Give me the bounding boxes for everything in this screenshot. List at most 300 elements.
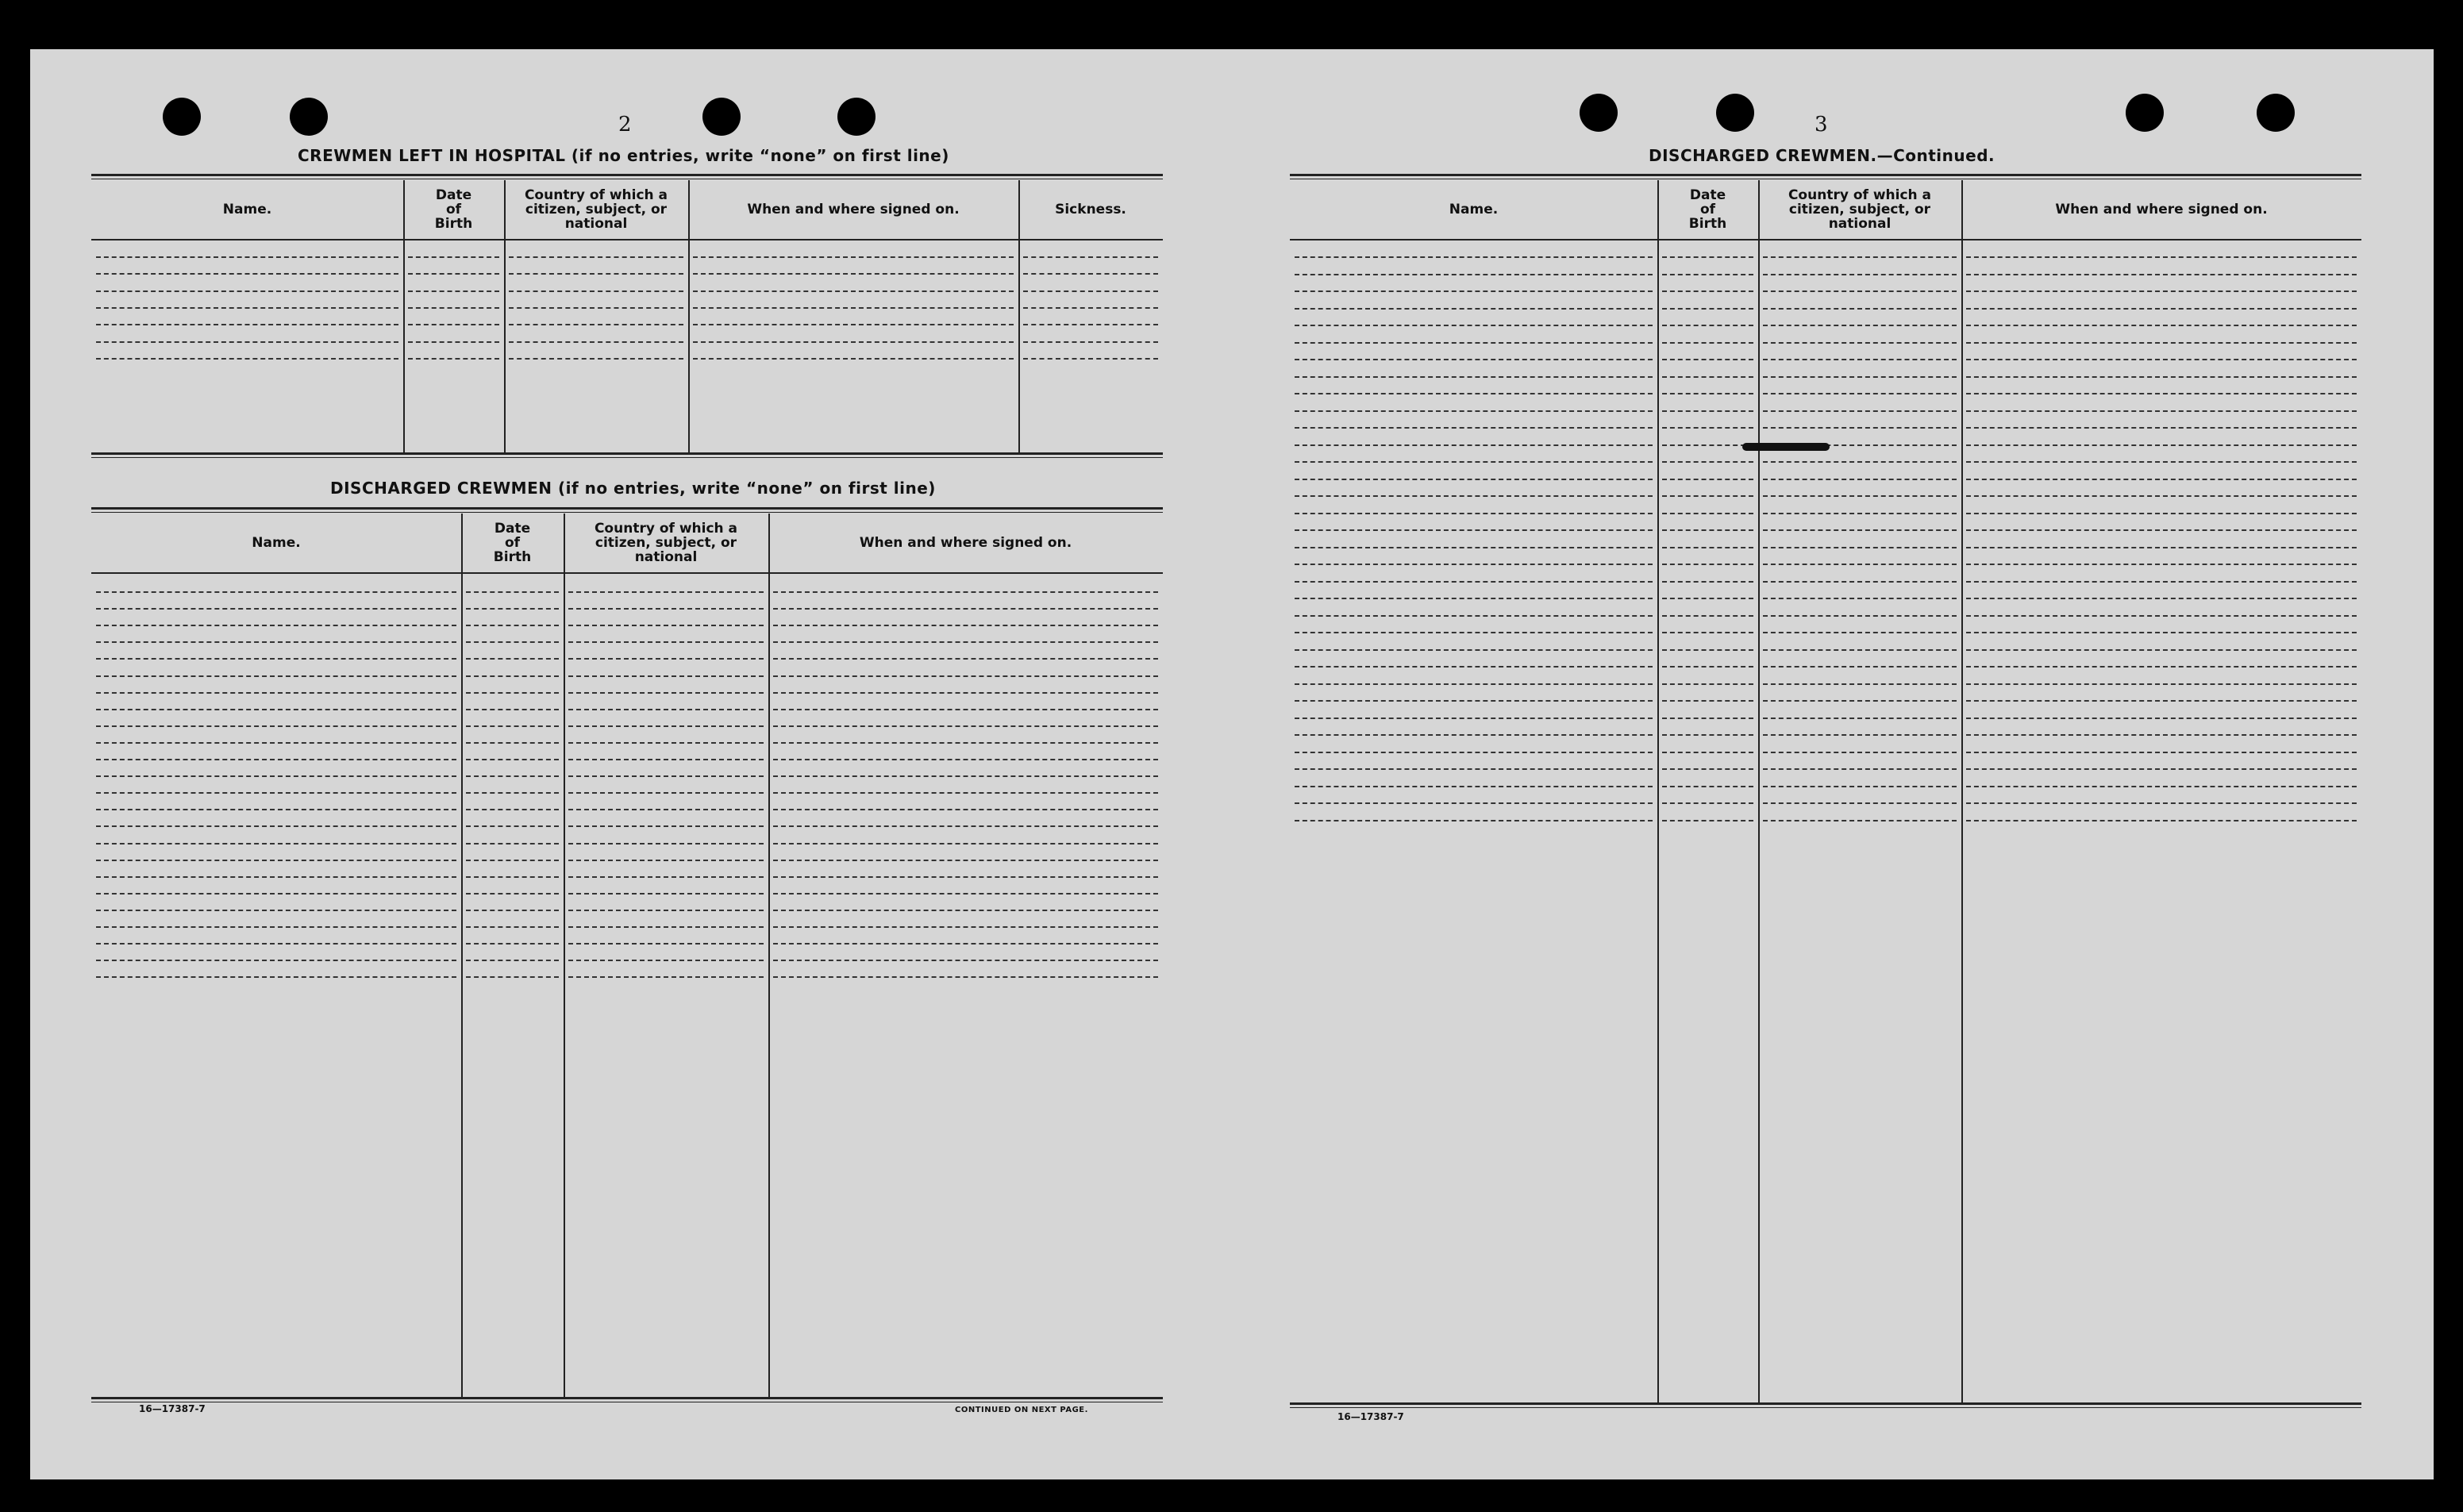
entry-line: [1662, 666, 1753, 668]
entry-line: [1966, 342, 2357, 344]
entry-line: [1295, 393, 1653, 394]
entry-line: [466, 876, 559, 878]
entry-line: [1662, 342, 1753, 344]
entry-line: [773, 591, 1158, 593]
entry-line: [1763, 325, 1957, 326]
column-header: Date of Birth: [493, 521, 532, 565]
entry-line: [568, 960, 764, 961]
entry-line: [1662, 325, 1753, 326]
hospital-table: [91, 174, 1163, 459]
entry-line: [568, 775, 764, 777]
entry-line: [1662, 718, 1753, 719]
column-header: Country of which a citizen, subject, or national: [594, 521, 738, 565]
entry-line: [1966, 718, 2357, 719]
entry-line: [1966, 683, 2357, 685]
entry-line: [1966, 700, 2357, 702]
entry-line: [466, 625, 559, 626]
entry-line: [773, 608, 1158, 610]
entry-line: [1966, 274, 2357, 275]
entry-line: [96, 926, 456, 928]
entry-line: [96, 775, 456, 777]
entry-line: [1662, 564, 1753, 565]
entry-line: [1295, 752, 1653, 753]
entry-line: [773, 759, 1158, 760]
entry-line: [1295, 529, 1653, 531]
punch-hole: [290, 98, 328, 136]
entry-line: [773, 625, 1158, 626]
entry-line: [466, 641, 559, 643]
entry-line: [466, 843, 559, 844]
entry-line: [466, 591, 559, 593]
entry-line: [773, 725, 1158, 727]
entry-line: [773, 658, 1158, 660]
entry-line: [773, 976, 1158, 978]
entry-line: [1763, 700, 1957, 702]
entry-line: [1295, 342, 1653, 344]
column-header: Name.: [252, 535, 301, 551]
entry-line: [1295, 256, 1653, 258]
entry-line: [1295, 410, 1653, 412]
entry-line: [1295, 479, 1653, 480]
entry-line: [1763, 376, 1957, 378]
entry-line: [568, 825, 764, 827]
entry-line: [1295, 513, 1653, 514]
entry-line: [773, 860, 1158, 861]
column-divider: [1961, 180, 1963, 1402]
entry-line: [1763, 734, 1957, 736]
entry-line: [693, 358, 1014, 360]
entry-line: [568, 943, 764, 945]
entry-line: [96, 960, 456, 961]
entry-line: [1763, 786, 1957, 787]
entry-line: [1763, 718, 1957, 719]
entry-line: [1295, 290, 1653, 292]
entry-line: [466, 926, 559, 928]
entry-line: [1763, 632, 1957, 633]
entry-line: [408, 341, 499, 343]
entry-line: [1966, 495, 2357, 497]
entry-line: [1966, 598, 2357, 599]
table-bottom-rule: [1290, 1407, 2361, 1408]
entry-line: [96, 893, 456, 895]
entry-line: [693, 307, 1014, 309]
entry-line: [1966, 359, 2357, 360]
entry-line: [96, 792, 456, 794]
punch-hole: [1580, 94, 1618, 132]
entry-line: [1662, 734, 1753, 736]
table-top-rule: [1290, 174, 2361, 176]
entry-line: [1662, 274, 1753, 275]
entry-line: [466, 759, 559, 760]
entry-line: [773, 709, 1158, 710]
entry-line: [1295, 820, 1653, 821]
entry-line: [1763, 581, 1957, 583]
entry-line: [1763, 666, 1957, 668]
entry-line: [1295, 564, 1653, 565]
entry-line: [408, 307, 499, 309]
entry-line: [1763, 274, 1957, 275]
column-divider: [564, 514, 565, 1397]
entry-line: [773, 910, 1158, 911]
column-header: Country of which a citizen, subject, or national: [1788, 187, 1932, 232]
entry-line: [1763, 479, 1957, 480]
column-header: Sickness.: [1055, 202, 1126, 217]
entry-line: [96, 307, 398, 309]
entry-line: [466, 692, 559, 694]
entry-line: [1966, 581, 2357, 583]
entry-line: [1662, 513, 1753, 514]
page-number-left: 2: [618, 113, 632, 137]
entry-line: [1295, 802, 1653, 804]
entry-line: [466, 893, 559, 895]
entry-line: [1763, 802, 1957, 804]
entry-line: [1966, 802, 2357, 804]
discharged-section-title: DISCHARGED CREWMEN (if no entries, write “none” on first line): [330, 479, 936, 498]
column-header: When and where signed on.: [747, 202, 960, 217]
entry-line: [1763, 820, 1957, 821]
entry-line: [96, 709, 456, 710]
entry-line: [466, 608, 559, 610]
entry-line: [1966, 564, 2357, 565]
entry-line: [466, 792, 559, 794]
table-bottom-rule: [91, 1397, 1163, 1399]
entry-line: [1295, 649, 1653, 651]
entry-line: [1966, 427, 2357, 429]
entry-line: [568, 742, 764, 744]
entry-line: [1662, 461, 1753, 463]
entry-line: [466, 725, 559, 727]
entry-line: [1023, 273, 1158, 275]
entry-line: [408, 358, 499, 360]
table-bottom-rule: [1290, 1402, 2361, 1405]
column-header: When and where signed on.: [859, 535, 1072, 551]
entry-line: [773, 825, 1158, 827]
entry-line: [568, 893, 764, 895]
entry-line: [96, 843, 456, 844]
entry-line: [773, 641, 1158, 643]
entry-line: [96, 860, 456, 861]
entry-line: [509, 290, 683, 292]
entry-line: [96, 692, 456, 694]
entry-line: [568, 641, 764, 643]
entry-line: [1295, 274, 1653, 275]
entry-line: [1763, 683, 1957, 685]
entry-line: [693, 290, 1014, 292]
entry-line: [1295, 734, 1653, 736]
entry-line: [1023, 256, 1158, 258]
entry-line: [1295, 786, 1653, 787]
entry-line: [1662, 598, 1753, 599]
entry-line: [1763, 427, 1957, 429]
entry-line: [466, 910, 559, 911]
punch-hole: [163, 98, 201, 136]
entry-line: [96, 625, 456, 626]
entry-line: [96, 324, 398, 325]
punch-hole: [702, 98, 741, 136]
entry-line: [568, 709, 764, 710]
entry-line: [96, 725, 456, 727]
entry-line: [1662, 410, 1753, 412]
entry-line: [773, 692, 1158, 694]
entry-line: [96, 358, 398, 360]
column-header: Date of Birth: [434, 187, 473, 232]
column-divider: [1657, 180, 1659, 1402]
entry-line: [466, 658, 559, 660]
header-rule: [91, 572, 1163, 574]
entry-line: [1763, 410, 1957, 412]
entry-line: [568, 692, 764, 694]
entry-line: [1662, 700, 1753, 702]
entry-line: [509, 358, 683, 360]
entry-line: [1966, 666, 2357, 668]
continued-note: CONTINUED ON NEXT PAGE.: [955, 1406, 1088, 1414]
entry-line: [1763, 564, 1957, 565]
entry-line: [1966, 410, 2357, 412]
ink-smudge: [1742, 443, 1830, 451]
entry-line: [509, 307, 683, 309]
entry-line: [1295, 581, 1653, 583]
column-divider: [504, 180, 506, 452]
discharged-continued-title: DISCHARGED CREWMEN.—Continued.: [1649, 146, 1995, 165]
entry-line: [1295, 700, 1653, 702]
column-header: Country of which a citizen, subject, or national: [524, 187, 668, 232]
entry-line: [1966, 256, 2357, 258]
column-header: Name.: [1449, 202, 1499, 217]
entry-line: [1662, 649, 1753, 651]
entry-line: [96, 675, 456, 677]
form-id-left: 16—17387-7: [139, 1403, 206, 1414]
entry-line: [1763, 752, 1957, 753]
entry-line: [1662, 615, 1753, 617]
entry-line: [1295, 768, 1653, 770]
column-header: Date of Birth: [1688, 187, 1727, 232]
entry-line: [1295, 427, 1653, 429]
entry-line: [466, 742, 559, 744]
entry-line: [1295, 683, 1653, 685]
entry-line: [1763, 393, 1957, 394]
entry-line: [1295, 666, 1653, 668]
table-bottom-rule: [91, 457, 1163, 458]
entry-line: [773, 742, 1158, 744]
entry-line: [1662, 479, 1753, 480]
entry-line: [1966, 752, 2357, 753]
header-rule: [1290, 239, 2361, 240]
entry-line: [1763, 649, 1957, 651]
entry-line: [96, 658, 456, 660]
entry-line: [1295, 495, 1653, 497]
entry-line: [693, 256, 1014, 258]
entry-line: [773, 775, 1158, 777]
entry-line: [1966, 290, 2357, 292]
table-top-rule: [91, 174, 1163, 176]
entry-line: [568, 843, 764, 844]
entry-line: [1295, 632, 1653, 633]
entry-line: [568, 591, 764, 593]
entry-line: [1966, 376, 2357, 378]
entry-line: [466, 976, 559, 978]
table-bottom-rule: [91, 452, 1163, 455]
entry-line: [1662, 393, 1753, 394]
entry-line: [1295, 718, 1653, 719]
entry-line: [96, 608, 456, 610]
entry-line: [1662, 290, 1753, 292]
entry-line: [466, 775, 559, 777]
entry-line: [466, 809, 559, 810]
column-divider: [403, 180, 405, 452]
entry-line: [1295, 461, 1653, 463]
entry-line: [408, 256, 499, 258]
entry-line: [1662, 256, 1753, 258]
entry-line: [568, 625, 764, 626]
entry-line: [693, 341, 1014, 343]
column-divider: [1018, 180, 1020, 452]
punch-hole: [837, 98, 876, 136]
entry-line: [1966, 734, 2357, 736]
entry-line: [568, 658, 764, 660]
entry-line: [1295, 444, 1653, 446]
entry-line: [96, 943, 456, 945]
entry-line: [1662, 529, 1753, 531]
entry-line: [1662, 581, 1753, 583]
entry-line: [1763, 598, 1957, 599]
hospital-section-title: CREWMEN LEFT IN HOSPITAL (if no entries, write “none” on first line): [298, 146, 949, 165]
entry-line: [1763, 256, 1957, 258]
entry-line: [773, 809, 1158, 810]
entry-line: [408, 273, 499, 275]
entry-line: [96, 825, 456, 827]
entry-line: [1662, 308, 1753, 310]
entry-line: [773, 926, 1158, 928]
entry-line: [509, 273, 683, 275]
entry-line: [1966, 529, 2357, 531]
entry-line: [1763, 768, 1957, 770]
entry-line: [568, 675, 764, 677]
entry-line: [1966, 444, 2357, 446]
table-top-rule: [91, 512, 1163, 513]
entry-line: [1662, 786, 1753, 787]
entry-line: [1763, 290, 1957, 292]
entry-line: [773, 943, 1158, 945]
entry-line: [96, 876, 456, 878]
entry-line: [1662, 547, 1753, 548]
column-divider: [1758, 180, 1760, 1402]
entry-line: [1023, 358, 1158, 360]
entry-line: [1966, 786, 2357, 787]
discharged-continued-table: [1290, 174, 2361, 1409]
entry-line: [1966, 325, 2357, 326]
column-header: Name.: [222, 202, 272, 217]
punch-hole: [2257, 94, 2295, 132]
entry-line: [568, 926, 764, 928]
punch-hole: [2126, 94, 2164, 132]
entry-line: [1662, 752, 1753, 753]
entry-line: [1966, 820, 2357, 821]
entry-line: [773, 843, 1158, 844]
entry-line: [509, 256, 683, 258]
entry-line: [1763, 342, 1957, 344]
entry-line: [1662, 359, 1753, 360]
page-number-right: 3: [1815, 113, 1828, 137]
header-rule: [91, 239, 1163, 240]
entry-line: [1966, 513, 2357, 514]
entry-line: [1295, 359, 1653, 360]
column-divider: [768, 514, 770, 1397]
entry-line: [408, 290, 499, 292]
column-divider: [461, 514, 463, 1397]
entry-line: [1295, 615, 1653, 617]
entry-line: [1295, 547, 1653, 548]
entry-line: [1966, 393, 2357, 394]
entry-line: [1966, 649, 2357, 651]
form-id-right: 16—17387-7: [1337, 1411, 1404, 1422]
entry-line: [1023, 307, 1158, 309]
punch-hole: [1716, 94, 1754, 132]
entry-line: [96, 256, 398, 258]
entry-line: [466, 709, 559, 710]
entry-line: [773, 960, 1158, 961]
entry-line: [1662, 376, 1753, 378]
entry-line: [509, 341, 683, 343]
column-divider: [688, 180, 690, 452]
entry-line: [1763, 615, 1957, 617]
entry-line: [466, 860, 559, 861]
entry-line: [568, 910, 764, 911]
entry-line: [1966, 768, 2357, 770]
entry-line: [773, 792, 1158, 794]
entry-line: [96, 341, 398, 343]
entry-line: [96, 273, 398, 275]
entry-line: [1763, 461, 1957, 463]
entry-line: [466, 943, 559, 945]
entry-line: [773, 876, 1158, 878]
entry-line: [1662, 820, 1753, 821]
entry-line: [1662, 632, 1753, 633]
entry-line: [1763, 359, 1957, 360]
entry-line: [1966, 308, 2357, 310]
entry-line: [1023, 290, 1158, 292]
entry-line: [568, 976, 764, 978]
entry-line: [1662, 444, 1753, 446]
entry-line: [1662, 495, 1753, 497]
entry-line: [568, 759, 764, 760]
entry-line: [466, 825, 559, 827]
column-header: When and where signed on.: [2055, 202, 2268, 217]
entry-line: [96, 290, 398, 292]
entry-line: [1662, 683, 1753, 685]
entry-line: [96, 910, 456, 911]
entry-line: [96, 759, 456, 760]
entry-line: [1763, 495, 1957, 497]
entry-line: [568, 876, 764, 878]
entry-line: [773, 893, 1158, 895]
entry-line: [509, 324, 683, 325]
entry-line: [1966, 632, 2357, 633]
entry-line: [1763, 308, 1957, 310]
entry-line: [568, 809, 764, 810]
entry-line: [1295, 598, 1653, 599]
entry-line: [466, 960, 559, 961]
discharged-table: [91, 507, 1163, 1403]
entry-line: [1295, 376, 1653, 378]
entry-line: [568, 792, 764, 794]
entry-line: [1662, 768, 1753, 770]
entry-line: [568, 608, 764, 610]
entry-line: [1763, 529, 1957, 531]
entry-line: [96, 809, 456, 810]
entry-line: [466, 675, 559, 677]
entry-line: [1023, 341, 1158, 343]
entry-line: [1763, 513, 1957, 514]
